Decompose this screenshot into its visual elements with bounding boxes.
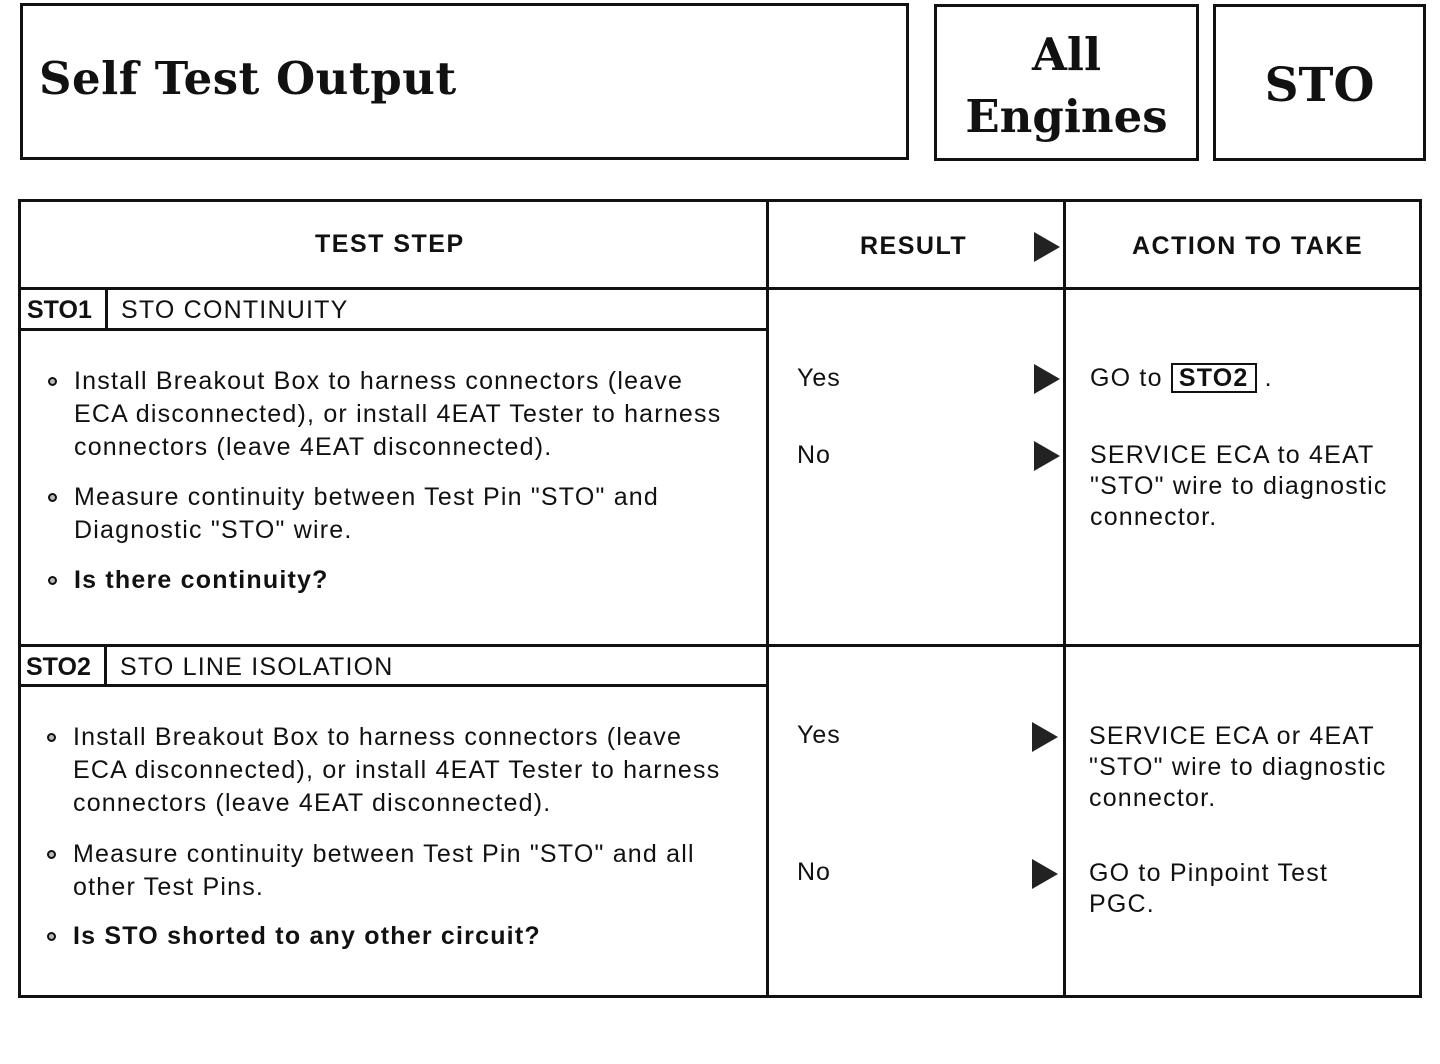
header-result: RESULT <box>860 232 968 260</box>
sto2-bullet-1: Install Breakout Box to harness connectors (leave ECA disconnected), or install 4EAT Tester to harness connectors (leave 4EAT disconnected). <box>73 721 743 820</box>
sto1-action-no: SERVICE ECA to 4EAT "STO" wire to diagnostic connector. <box>1090 441 1388 531</box>
sto1-title-divider <box>21 328 766 331</box>
sto2-action-no: GO to Pinpoint Test PGC. <box>1089 859 1329 918</box>
engines-line-2: Engines <box>965 90 1168 143</box>
sto2-action-yes: SERVICE ECA or 4EAT "STO" wire to diagnostic connector. <box>1089 722 1387 812</box>
test-table <box>18 199 1422 998</box>
step-code-sto2: STO2 <box>26 653 91 681</box>
header-test-step: TEST STEP <box>315 230 465 258</box>
divider-result <box>766 202 769 995</box>
bullet-icon <box>48 576 57 585</box>
sto1-bullet-1: Install Breakout Box to harness connectors (leave ECA disconnected), or install 4EAT Tester to harness connectors (leave 4EAT disconnected). <box>74 365 744 464</box>
engines-line-1: All <box>1031 28 1102 81</box>
sto2-no-arrow-icon <box>1032 859 1058 889</box>
step-code-sto1: STO1 <box>27 296 92 324</box>
section-code-box <box>1213 4 1426 161</box>
bullet-icon <box>47 850 56 859</box>
sto2-bullet-2: Measure continuity between Test Pin "STO" and all other Test Pins. <box>73 838 743 904</box>
bullet-icon <box>48 493 57 502</box>
engines-box <box>934 4 1199 161</box>
section-divider <box>21 644 1419 647</box>
step-title-sto1: STO CONTINUITY <box>121 296 349 324</box>
sto1-code-divider <box>105 287 108 330</box>
title-box <box>20 3 909 160</box>
bullet-icon <box>48 377 57 386</box>
sto1-action-yes: GO to STO2 . <box>1090 364 1273 392</box>
sto2-yes-arrow-icon <box>1032 722 1058 752</box>
step-title-sto2: STO LINE ISOLATION <box>120 653 394 681</box>
sto2-code-divider <box>104 644 107 687</box>
divider-action <box>1063 202 1066 995</box>
sto2-reference-link[interactable]: STO2 <box>1171 363 1257 393</box>
header-divider <box>21 287 1419 290</box>
sto1-result-yes: Yes <box>797 364 841 392</box>
sto1-result-no: No <box>797 441 831 469</box>
bullet-icon <box>47 932 56 941</box>
page-title: Self Test Output <box>39 52 457 105</box>
sto2-title-divider <box>21 684 766 687</box>
header-arrow-icon <box>1034 232 1060 262</box>
header-action: ACTION TO TAKE <box>1132 232 1364 260</box>
sto2-question: Is STO shorted to any other circuit? <box>73 920 743 953</box>
sto1-no-arrow-icon <box>1034 441 1060 471</box>
sto1-bullet-2: Measure continuity between Test Pin "STO" and Diagnostic "STO" wire. <box>74 481 744 547</box>
sto1-yes-arrow-icon <box>1034 364 1060 394</box>
section-code: STO <box>1264 58 1375 113</box>
bullet-icon <box>47 733 56 742</box>
sto2-result-yes: Yes <box>797 721 841 749</box>
sto1-question: Is there continuity? <box>74 564 744 597</box>
sto2-result-no: No <box>797 858 831 886</box>
